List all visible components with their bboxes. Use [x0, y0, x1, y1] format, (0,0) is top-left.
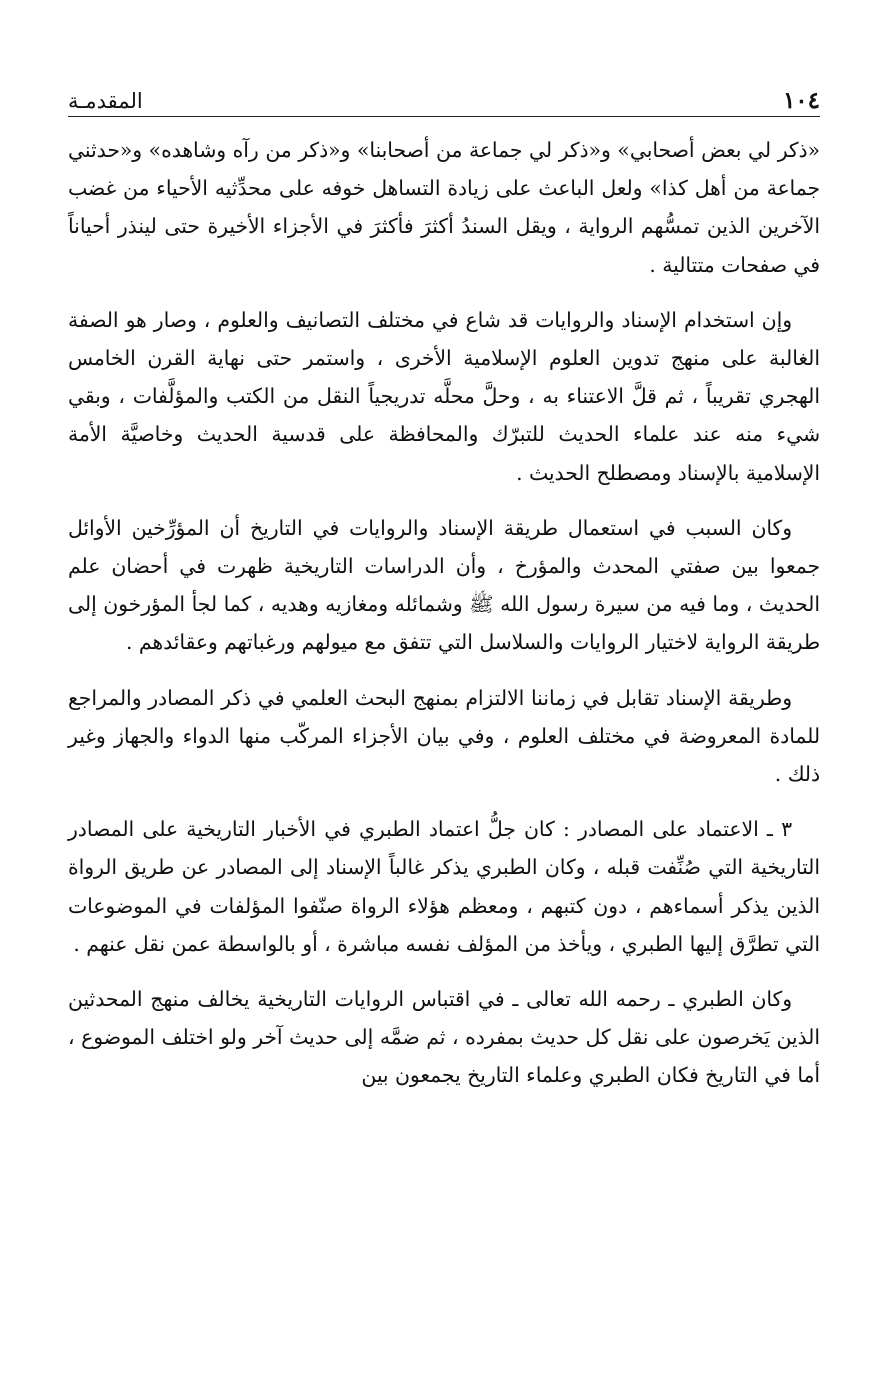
page-number: ١٠٤ — [782, 87, 820, 114]
paragraph-sources: ٣ ـ الاعتماد على المصادر : كان جلُّ اعتماد الطبري في الأخبار التاريخية على المصادر التاريخية التي صُنِّفت قبله ، وكان الطبري يذكر غالباً الإسناد إلى المصادر عن طريق الرواة الذين يذكر أسماءهم ، دون كتبهم ، ومعظم هؤلاء الرواة صنّفوا المؤلفات في الموضوعات التي تطرَّق إليها الطبري ، ويأخذ من المؤلف نفسه مباشرة ، أو بالواسطة عمن نقل عنهم . — [68, 817, 820, 956]
paragraph-isnad-usage: وإن استخدام الإسناد والروايات قد شاع في مختلف التصانيف والعلوم ، وصار هو الصفة الغالبة على منهج تدوين العلوم الإسلامية الأخرى ، واستمر حتى نهاية القرن الخامس الهجري تقريباً ، ثم قلَّ الاعتناء به ، وحلَّ محلَّه تدريجياً النقل من الكتب والمؤلَّفات ، وبقي شيء منه عند علماء الحديث للتبرّك والمحافظة على قدسية الحديث وخاصيَّة الأمة الإسلامية بالإسناد ومصطلح الحديث . — [68, 307, 820, 485]
paragraph-tabari-method: وكان الطبري ـ رحمه الله تعالى ـ في اقتباس الروايات التاريخية يخالف منهج المحدثين الذين يَخرصون على نقل كل حديث بمفرده ، ثم ضمَّه إلى حديث آخر ولو اختلف الموضوع ، أما في التاريخ فكان الطبري وعلماء التاريخ يجمعون بين — [68, 987, 820, 1088]
paragraph-isnad-reason: وكان السبب في استعمال طريقة الإسناد والروايات في التاريخ أن المؤرِّخين الأوائل جمعوا بين صفتي المحدث والمؤرخ ، وأن الدراسات التاريخية ظهرت في أحضان علم الحديث ، وما فيه من سيرة رسول الله ﷺ وشمائله ومغازيه وهديه ، كما لجأ المؤرخون إلى طريقة الرواية لاختيار الروايات والسلاسل التي تتفق مع ميولهم ورغباتهم وعقائدهم . — [68, 515, 820, 655]
running-head — [68, 72, 820, 117]
body-text — [68, 131, 820, 1095]
section-title: المقدمـة — [68, 89, 143, 113]
paragraph-continuation: «ذكر لي بعض أصحابي» و«ذكر لي جماعة من أصحابنا» و«ذكر من رآه وشاهده» و«حدثني جماعة من أهل كذا» ولعل الباعث على زيادة التساهل خوفه على محدِّثيه الأحياء من غضب الآخرين الذين تمسُّهم الرواية ، ويقل السندُ أكثرَ فأكثرَ في الأجزاء الأخيرة حتى لينذر أحياناً في صفحات متتالية . — [68, 138, 820, 277]
paragraph-isnad-modern: وطريقة الإسناد تقابل في زماننا الالتزام بمنهج البحث العلمي في ذكر المصادر والمراجع للمادة المعروضة في مختلف العلوم ، وفي بيان الأجزاء المركّب منها الدواء والجهاز وغير ذلك . — [68, 685, 820, 787]
book-page — [68, 72, 820, 1372]
